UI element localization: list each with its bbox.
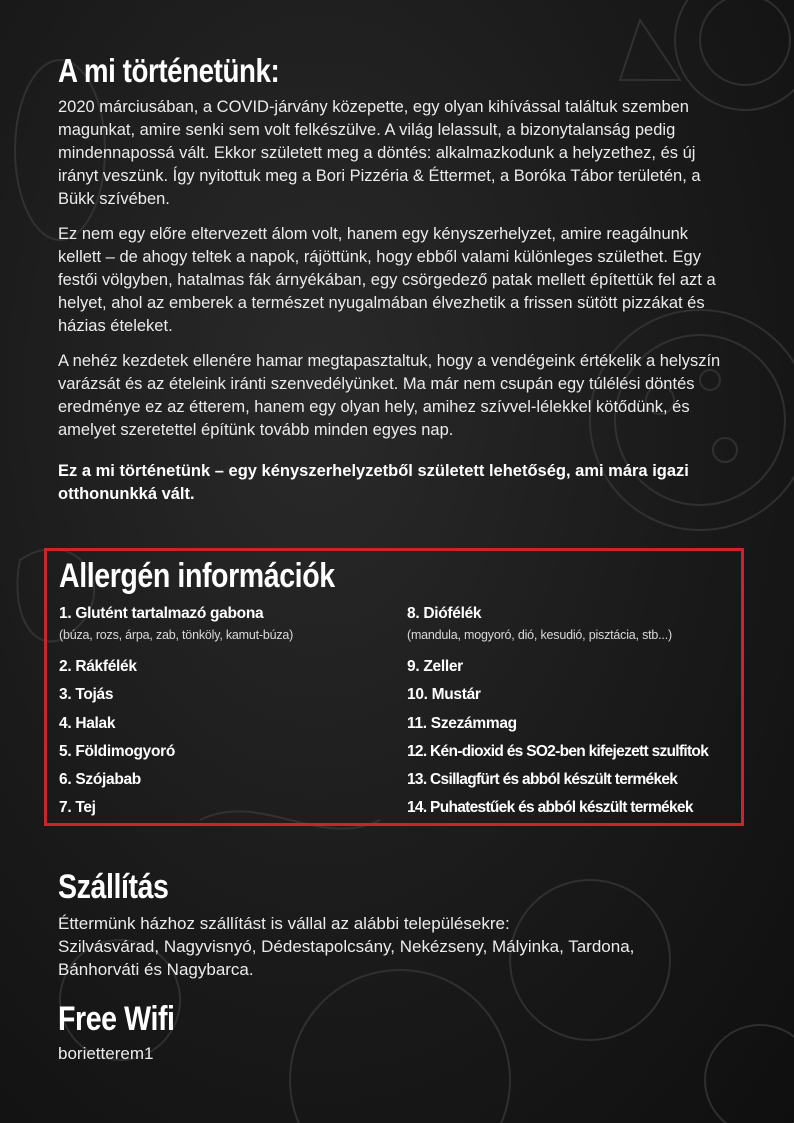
delivery-towns: Szilvásvárad, Nagyvisnyó, Dédestapolcsány, Nekézseny, Mályinka, Tardona, [58, 937, 635, 956]
allergen-item: 11. Szezámmag [407, 714, 517, 732]
tomato-sketch [675, 0, 794, 110]
allergen-item: 12. Kén-dioxid és SO2-ben kifejezett szulfitok [407, 742, 709, 760]
allergen-item: 4. Halak [59, 714, 116, 732]
allergen-item: 8. Diófélék [407, 605, 482, 622]
allergen-item: 13. Csillagfürt és abból készült termékek [407, 771, 678, 789]
allergen-item: 1. Glutént tartalmazó gabona [59, 605, 264, 622]
wifi-title: Free Wifi [58, 1000, 175, 1038]
story-paragraph: A nehéz kezdetek ellenére hamar megtapasztaltuk, hogy a vendégeink értékelik a helyszín varázsát és az ételeink iránti szenvedélyünket. Ma már nem csupán egy túlélési döntés eredménye ez az étterem, hanem egy olyan hely, amihez szívvel-lélekkel kötődünk, és amelyet szeretettel építünk tovább minden egyes nap. [58, 352, 721, 439]
allergen-list-left [59, 603, 399, 825]
allergen-box [44, 548, 744, 826]
delivery-text [58, 912, 738, 981]
story-paragraph: Ez nem egy előre eltervezett álom volt, hanem egy kényszerhelyzet, amire reagálnunk kellett – de ahogy teltek a napok, rájöttünk, hogy ebből valami különleges születhet. Egy festői völgyben, hatalmas fák árnyékában, egy csörgedező patak mellett építettük fel azt a helyet, ahol az emberek a természet nyugalmában élvezhetik a frissen sütött pizzákat és házias ételeket. [58, 225, 716, 335]
allergen-item: 2. Rákfélék [59, 658, 137, 675]
wifi-network-name: borietterem1 [58, 1044, 154, 1063]
allergen-item: 10. Mustár [407, 686, 481, 704]
allergen-item-detail: (mandula, mogyoró, dió, kesudió, pisztácia, stb...) [407, 628, 672, 642]
allergen-item-detail: (búza, rozs, árpa, zab, tönköly, kamut-búza) [59, 628, 294, 642]
story-paragraph: 2020 márciusában, a COVID-járvány közepette, egy olyan kihívással találtuk szemben magunkat, amire senki sem volt felkészülve. A világ lelassult, a bizonytalanság pedig mindennapossá vált. Ekkor született meg a döntés: alkalmazkodunk a helyzethez, és új irányt veszünk. Így nyitottuk meg a Bori Pizzéria & Éttermet, a Boróka Tábor területén, a Bükk szívében. [58, 98, 701, 208]
delivery-intro: Éttermünk házhoz szállítást is vállal az alábbi településekre: [58, 914, 510, 933]
allergen-item: 9. Zeller [407, 658, 463, 675]
allergen-list-right [407, 603, 747, 825]
story-title: A mi történetünk: [58, 52, 280, 89]
allergen-item: 14. Puhatestűek és abból készült termékek [407, 799, 693, 817]
delivery-title: Szállítás [58, 868, 169, 906]
allergen-item: 3. Tojás [59, 686, 114, 704]
allergen-item: 7. Tej [59, 799, 96, 817]
delivery-towns-cont: Bánhorváti és Nagybarca. [58, 960, 254, 979]
story-closing: Ez a mi történetünk – egy kényszerhelyzetből született lehetőség, ami mára igazi otthonunkká vált. [58, 462, 689, 503]
allergen-title: Allergén információk [59, 557, 335, 595]
story-text [58, 96, 728, 518]
allergen-item: 6. Szójabab [59, 771, 141, 789]
allergen-item: 5. Földimogyoró [59, 742, 176, 760]
